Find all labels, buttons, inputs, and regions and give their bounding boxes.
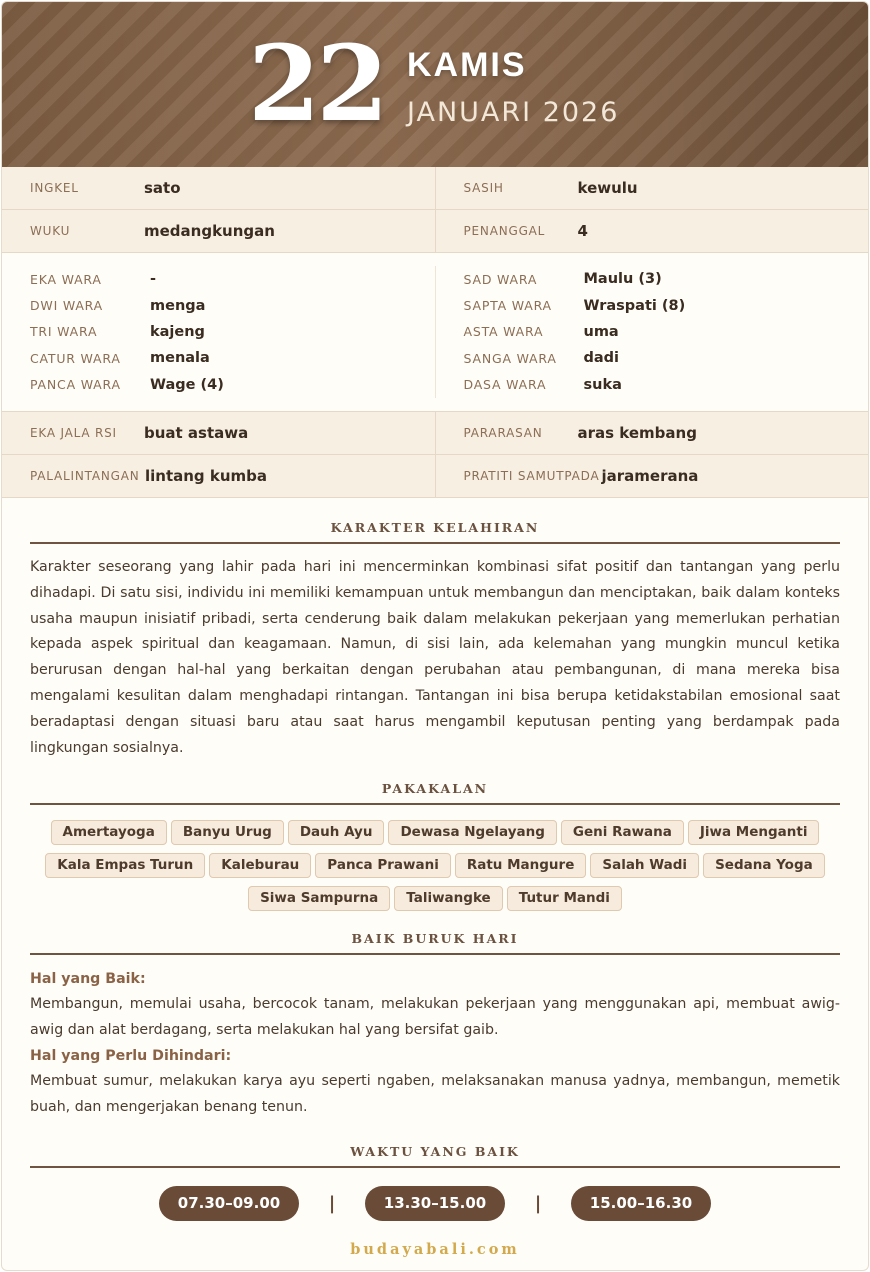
site-footer: budayabali.com <box>350 1240 520 1258</box>
pakakalan-title: PAKAKALAN <box>30 781 840 805</box>
info-label: PALALINTANGAN <box>30 468 140 483</box>
wara-label: TRI WARA <box>30 324 98 340</box>
wara-label: EKA WARA <box>30 271 102 287</box>
wara-label: SAD WARA <box>463 271 538 287</box>
wara-label: DWI WARA <box>30 298 104 314</box>
pakakalan-tag: Amertayoga <box>51 820 167 845</box>
info-cell <box>2 167 435 209</box>
wara-item <box>30 345 435 371</box>
bad-heading: Hal yang Perlu Dihindari: <box>30 1047 232 1064</box>
wara-value: kajeng <box>150 323 205 340</box>
wara-value: Wage (4) <box>150 376 224 393</box>
wara-value: suka <box>583 376 622 393</box>
pakakalan-tag: Banyu Urug <box>171 820 284 845</box>
time-slots <box>2 1186 868 1221</box>
wara-label: SAPTA WARA <box>463 298 552 314</box>
info-label: WUKU <box>30 224 71 238</box>
pakakalan-tag: Salah Wadi <box>590 853 699 878</box>
wara-section <box>2 253 868 412</box>
day-number: 22 <box>248 22 385 145</box>
time-slot: 13.30–15.00 <box>365 1186 505 1221</box>
info-cell <box>435 210 869 252</box>
time-separator: | <box>328 1192 336 1214</box>
info-label: PENANGGAL <box>463 224 546 238</box>
pakakalan-tag: Kaleburau <box>209 853 311 878</box>
pakakalan-tag: Geni Rawana <box>561 820 684 845</box>
wara-label: ASTA WARA <box>463 324 544 340</box>
info-value: buat astawa <box>144 423 249 442</box>
pakakalan-tag: Dewasa Ngelayang <box>388 820 556 845</box>
info-value: aras kembang <box>577 423 697 442</box>
info-label: EKA JALA RSI <box>30 425 117 440</box>
pakakalan-tag: Dauh Ayu <box>288 820 385 845</box>
wara-item <box>30 266 435 292</box>
info-value: kewulu <box>577 179 638 197</box>
baik-buruk-title: BAIK BURUK HARI <box>30 931 840 955</box>
pakakalan-tags <box>42 820 828 919</box>
info-value: sato <box>144 179 181 197</box>
good-text: Membangun, memulai usaha, bercocok tanam, melakukan pekerjaan yang menggunakan api, membuat awig-awig dan alat berdagang, serta melakukan hal yang bersifat gaib. <box>30 996 840 1039</box>
info-row-wuku <box>2 210 868 253</box>
wara-value: menga <box>150 297 206 314</box>
good-heading: Hal yang Baik: <box>30 971 146 988</box>
info-value: medangkungan <box>144 222 275 240</box>
pakakalan-tag: Kala Empas Turun <box>45 853 205 878</box>
info-cell <box>2 455 435 497</box>
wara-item <box>464 345 869 371</box>
info-cell <box>435 412 869 454</box>
wara-column-left <box>2 266 435 398</box>
bad-text: Membuat sumur, melakukan karya ayu seperti ngaben, melaksanakan manusa yadnya, membangun, memetik buah, dan mengerjakan benang tenun. <box>30 1072 840 1115</box>
wara-label: PANCA WARA <box>30 377 121 393</box>
wara-value: - <box>150 271 157 288</box>
time-slot: 15.00–16.30 <box>571 1186 711 1221</box>
karakter-text: Karakter seseorang yang lahir pada hari ini mencerminkan kombinasi sifat positif dan tantangan yang perlu dihadapi. Di satu sisi, individu ini memiliki kemampuan untuk membangun dan menciptakan, baik dalam konteks usaha maupun inisiatif pribadi, serta cenderung baik dalam melakukan pekerjaan yang memerlukan perhatian kepada aspek spiritual dan keagamaan. Namun, di sisi lain, ada kelemahan yang mungkin muncul ketika berurusan dengan hal-hal yang berkaitan dengan perubahan atau pembangunan, di mana mereka bisa mengalami kesulitan dalam menghadapi rintangan. Tantangan ini bisa berupa ketidakstabilan emosional saat beradaptasi dengan situasi baru atau saat harus mengambil keputusan penting yang berdampak pada lingkungan sosialnya. <box>30 558 840 756</box>
info-value: jaramerana <box>601 466 699 485</box>
calendar-card <box>1 1 869 1271</box>
pakakalan-tag: Ratu Mangure <box>455 853 587 878</box>
info-cell <box>435 455 869 497</box>
info-cell <box>435 167 869 209</box>
pakakalan-tag: Jiwa Menganti <box>688 820 820 845</box>
pakakalan-tag: Panca Prawani <box>315 853 451 878</box>
info-label: PRATITI SAMUTPADA <box>463 468 600 483</box>
pakakalan-tag: Tutur Mandi <box>507 886 622 911</box>
month-year: JANUARI 2026 <box>407 97 620 128</box>
wara-value: Wraspati (8) <box>583 297 686 314</box>
time-separator: | <box>534 1192 542 1214</box>
info-label: SASIH <box>463 181 504 195</box>
info-cell <box>2 412 435 454</box>
pakakalan-tag: Siwa Sampurna <box>248 886 390 911</box>
wara-column-right <box>435 266 869 398</box>
wara-value: menala <box>150 350 210 367</box>
info-label: PARARASAN <box>463 425 543 440</box>
info-row-palalintangan <box>2 455 868 498</box>
wara-item <box>464 292 869 318</box>
time-slot: 07.30–09.00 <box>159 1186 299 1221</box>
wara-label: SANGA WARA <box>463 350 557 366</box>
wara-label: CATUR WARA <box>30 350 121 366</box>
waktu-title: WAKTU YANG BAIK <box>30 1144 840 1168</box>
pakakalan-tag: Sedana Yoga <box>703 853 825 878</box>
wara-item <box>30 372 435 398</box>
info-row-eka-jala-rsi <box>2 412 868 455</box>
wara-item <box>30 319 435 345</box>
karakter-title: KARAKTER KELAHIRAN <box>30 520 840 544</box>
wara-item <box>464 372 869 398</box>
wara-value: Maulu (3) <box>583 271 662 288</box>
info-label: INGKEL <box>30 181 79 195</box>
pakakalan-tag: Taliwangke <box>394 886 502 911</box>
wara-label: DASA WARA <box>463 377 547 393</box>
wara-item <box>30 292 435 318</box>
wara-item <box>464 319 869 345</box>
info-value: lintang kumba <box>145 466 268 485</box>
wara-value: dadi <box>583 350 620 367</box>
day-name: KAMIS <box>407 46 527 84</box>
info-row-ingkel <box>2 167 868 210</box>
info-cell <box>2 210 435 252</box>
wara-item <box>464 266 869 292</box>
info-value: 4 <box>577 222 588 240</box>
date-header <box>2 2 868 167</box>
wara-value: uma <box>583 323 619 340</box>
